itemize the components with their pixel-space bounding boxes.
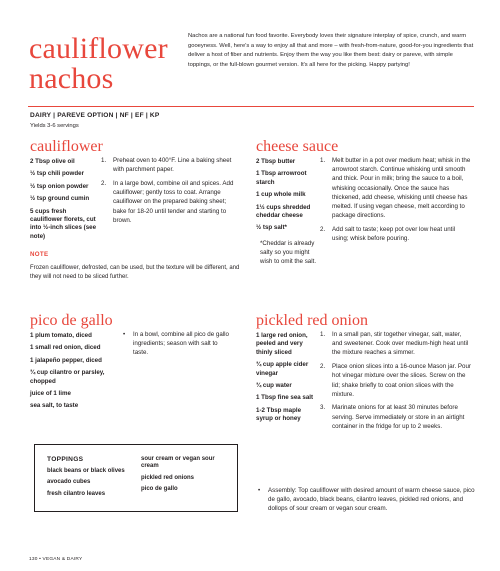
ingredient-item: 1 large red onion, peeled and very thinly sliced xyxy=(256,332,308,356)
step-text: Add salt to taste; keep pot over low heat until using; whisk before pouring. xyxy=(332,225,456,243)
assembly-text: Assembly: Top cauliflower with desired amount of warm cheese sauce, pico de gallo, avocado, black beans, cilantro leaves, pickled red onions, and dollops of sour cream or vegan sour cream. xyxy=(268,487,475,513)
ingredient-item: 1 jalapeño pepper, diced xyxy=(30,356,102,364)
step-list-cauliflower xyxy=(101,156,241,229)
cheese-footnote: *Cheddar is already salty so you might wish to omit the salt. xyxy=(260,239,317,266)
step-number: 1. xyxy=(101,157,107,164)
ingredient-item: ¾ cup apple cider vinegar xyxy=(256,361,309,377)
step-text: Preheat oven to 400°F. Line a baking sheet with parchment paper. xyxy=(113,157,232,174)
step-item xyxy=(101,179,241,225)
ingredient-item: ½ tsp salt* xyxy=(256,224,287,232)
diet-tags: DAIRY | PAREVE OPTION | NF | EF | KP xyxy=(30,112,160,119)
ingredient-item: 1 plum tomato, diced xyxy=(30,332,92,339)
ingredient-item: ½ tsp ground cumin xyxy=(30,195,90,203)
step-text: Marinate onions for at least 30 minutes before serving. Serve immediately or store in an airtight container in the fridge for up to 2 weeks. xyxy=(332,404,465,430)
ingredient-item: ½ tsp chili powder xyxy=(30,170,84,178)
ingredient-list-pickled-red-onion xyxy=(256,332,318,428)
ingredient-item: ¾ cup water xyxy=(256,382,292,390)
ingredient-item: sea salt, to taste xyxy=(30,402,79,410)
topping-item: pickled red onions xyxy=(141,475,195,481)
step-number: 1. xyxy=(320,331,326,338)
section-title-cheese-sauce: cheese sauce xyxy=(256,138,339,155)
topping-item: black beans or black olives xyxy=(47,468,125,474)
step-text: In a small pan, stir together vinegar, salt, water, and sweetener. Cook over medium-high heat until the mixture reaches a simmer. xyxy=(332,331,469,357)
step-text: In a large bowl, combine oil and spices. Add cauliflower; gently toss to coat. Arrange cauliflower on the prepared baking sheet; bake for 18-20 until tender and starting to brown. xyxy=(113,179,234,224)
section-title-pickled-red-onion: pickled red onion xyxy=(256,312,368,329)
ingredient-item: 1-2 Tbsp maple syrup or honey xyxy=(256,406,302,423)
page-footer: 130 • VEGAN & DAIRY xyxy=(29,557,83,562)
toppings-box xyxy=(34,444,238,512)
bullet: • xyxy=(258,487,261,494)
ingredient-item: 1 small red onion, diced xyxy=(30,344,101,352)
recipe-title: cauliflower nachos xyxy=(29,32,168,95)
step-number: 1. xyxy=(320,157,326,164)
ingredient-item: 5 cups fresh cauliflower florets, cut into ½-inch slices (see note) xyxy=(30,207,97,240)
topping-item: sour cream or vegan sour cream xyxy=(141,456,215,469)
ingredient-item: 1 Tbsp arrowroot starch xyxy=(256,170,307,186)
step-list-pickled-red-onion xyxy=(320,330,472,436)
step-number: 3. xyxy=(320,404,326,412)
step-item xyxy=(320,362,472,399)
toppings-title: TOPPINGS xyxy=(47,456,84,463)
step-item xyxy=(320,403,472,431)
step-item xyxy=(121,330,233,358)
topping-item: avocado cubes xyxy=(47,479,91,486)
ingredient-item: ½ tsp onion powder xyxy=(30,182,89,190)
step-number: 2. xyxy=(320,363,326,371)
step-text: Place onion slices into a 16-ounce Mason jar. Pour hot vinegar mixture over the slices. Screw on the lid; shake briefly to coat onion slices with the mixture. xyxy=(332,363,471,398)
ingredient-list-cheese-sauce xyxy=(256,158,318,270)
ingredient-item: 2 Tbsp olive oil xyxy=(30,158,75,165)
recipe-yield: Yields 3-6 servings xyxy=(30,123,79,129)
ingredient-list-cauliflower xyxy=(30,158,98,245)
note-text: Frozen cauliflower, defrosted, can be used, but the texture will be different, and they will not need to be sliced further. xyxy=(30,265,240,281)
section-title-pico-de-gallo: pico de gallo xyxy=(30,312,113,329)
ingredient-item: 1 Tbsp fine sea salt xyxy=(256,394,314,402)
ingredient-item: juice of 1 lime xyxy=(30,390,71,398)
ingredient-list-pico-de-gallo xyxy=(30,332,108,415)
step-item xyxy=(320,225,472,243)
step-item xyxy=(320,156,472,220)
assembly-instructions xyxy=(256,486,476,514)
toppings-column-1 xyxy=(47,468,139,502)
step-text: In a bowl, combine all pico de gallo ingredients; season with salt to taste. xyxy=(133,331,229,357)
step-number: 2. xyxy=(101,179,107,187)
ingredient-item: 1 cup whole milk xyxy=(256,191,306,199)
topping-item: pico de gallo xyxy=(141,486,178,493)
bullet: • xyxy=(123,331,126,338)
topping-item: fresh cilantro leaves xyxy=(47,490,106,497)
step-text: Melt butter in a pot over medium heat; whisk in the arrowroot starch. Continue whisking until smooth and thick. Pour in milk; bring the sauce to a boil, whisking occasionally. Once the sauce has thickened, add cheese, whisking until cheese has melted. If using vegan cheese, melt according to package directions. xyxy=(332,157,471,220)
ingredient-item: 2 Tbsp butter xyxy=(256,158,296,165)
step-item xyxy=(101,156,241,174)
section-title-cauliflower: cauliflower xyxy=(30,138,103,155)
step-list-pico-de-gallo xyxy=(121,330,233,362)
ingredient-item: 1½ cups shredded cheddar cheese xyxy=(256,203,311,220)
step-number: 2. xyxy=(320,225,326,233)
header-divider xyxy=(28,106,474,107)
step-item xyxy=(320,330,472,358)
toppings-column-2 xyxy=(141,456,233,498)
recipe-intro: Nachos are a national fun food favorite. Everybody loves their signature interplay of spice, crunch, and warm gooeyness. Well, here's a way to enjoy all that and more – with fresh-from-nature, good-for-you ingredients that deliver a host of fiber and nutrients. Enjoy them the way you like them best: dairy or pareve, with simple toppings, or the full-blown gourmet version. It's all here for the picking. Happy partying! xyxy=(188,33,474,68)
ingredient-item: ¾ cup cilantro or parsley, chopped xyxy=(30,369,105,385)
note-label: NOTE xyxy=(30,251,49,258)
step-list-cheese-sauce xyxy=(320,156,472,248)
